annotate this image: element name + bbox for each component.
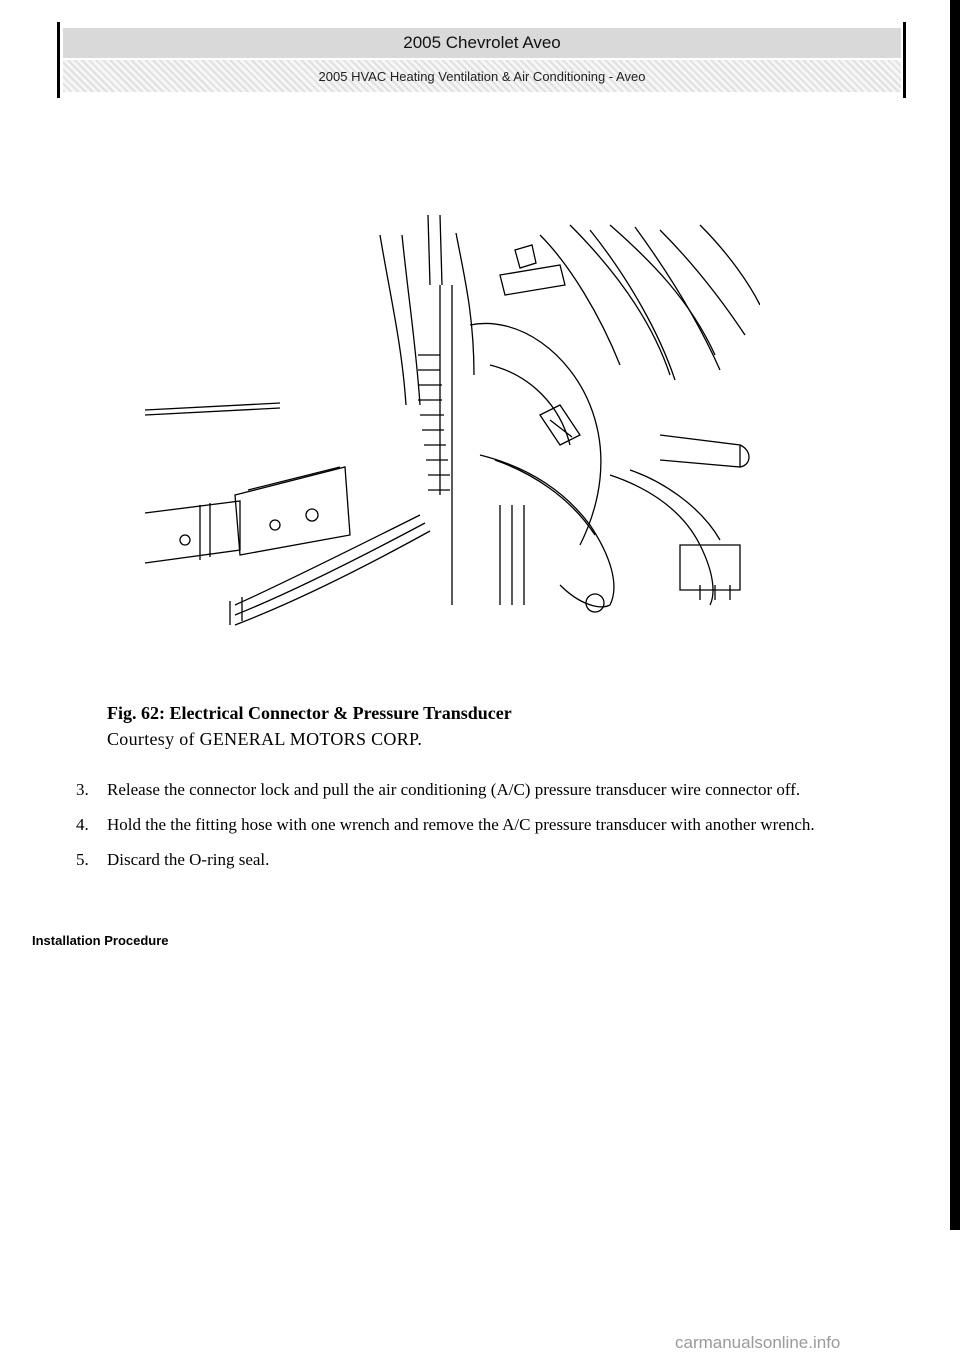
figure-credit: Courtesy of GENERAL MOTORS CORP. xyxy=(107,729,423,749)
list-item xyxy=(76,776,906,803)
step-number: 5. xyxy=(76,850,89,869)
header-right-rule xyxy=(903,22,906,98)
step-text: Release the connector lock and pull the air conditioning (A/C) pressure transducer wire connector off. xyxy=(107,780,801,799)
connector-transducer-illustration xyxy=(140,205,760,635)
list-item xyxy=(76,846,906,873)
step-text: Discard the O-ring seal. xyxy=(107,850,270,869)
step-number: 4. xyxy=(76,815,89,834)
document-title: 2005 Chevrolet Aveo xyxy=(63,28,901,58)
step-number: 3. xyxy=(76,780,89,799)
step-text: Hold the the fitting hose with one wrench and remove the A/C pressure transducer with another wrench. xyxy=(107,815,815,834)
watermark: carmanualsonline.info xyxy=(675,1333,841,1352)
page-edge-bar xyxy=(950,0,960,1230)
figure-caption xyxy=(107,703,512,750)
section-heading: Installation Procedure xyxy=(32,933,169,948)
header-left-rule xyxy=(57,22,60,98)
document-subtitle: 2005 HVAC Heating Ventilation & Air Conditioning - Aveo xyxy=(63,60,901,92)
list-item xyxy=(76,811,906,838)
procedure-steps xyxy=(76,776,906,881)
figure-title: Fig. 62: Electrical Connector & Pressure Transducer xyxy=(107,703,512,723)
